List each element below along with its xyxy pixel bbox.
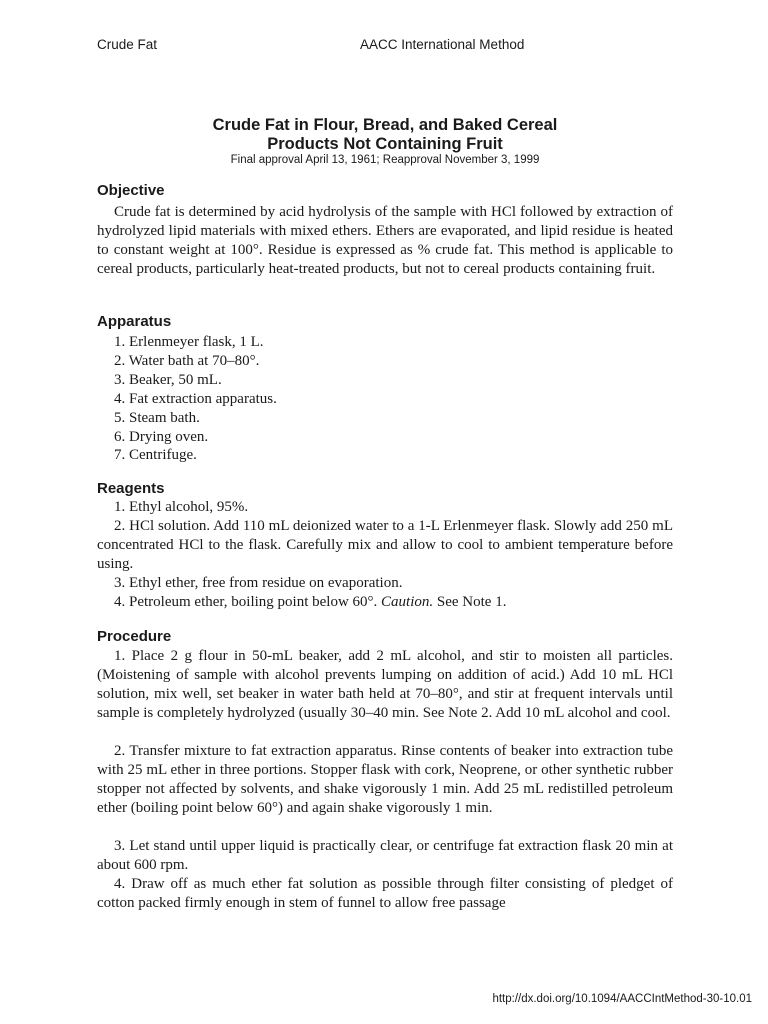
document-title-line-2: Products Not Containing Fruit [267, 135, 503, 153]
list-item: 3. Beaker, 50 mL. [114, 371, 222, 388]
running-header-right: AACC International Method [360, 37, 525, 52]
reagent-item-4-note: See Note 1. [433, 594, 507, 610]
caution-label: Caution. [381, 594, 434, 610]
reagent-item-3: 3. Ethyl ether, free from residue on evaporation. [114, 575, 403, 591]
running-header-left: Crude Fat [97, 37, 158, 52]
reagent-item-4-text: 4. Petroleum ether, boiling point below 60°. [114, 594, 382, 610]
objective-paragraph: Crude fat is determined by acid hydrolysis of the sample with HCl followed by extraction of hydrolyzed lipid materials with mixed ethers. Ethers are evaporated, and lipid residue is heated to constant weight at 100°. Residue is expressed as % crude fat. This method is applicable to cereal products, particularly heat-treated products, but not to cereal products containing fruit. [97, 204, 673, 277]
reagent-item-1: 1. Ethyl alcohol, 95%. [114, 499, 249, 515]
objective-heading: Objective [97, 182, 165, 199]
list-item: 6. Drying oven. [114, 428, 209, 445]
procedure-heading: Procedure [97, 628, 172, 645]
procedure-step-4: 4. Draw off as much ether fat solution as possible through filter consisting of pledget of cotton packed firmly enough in stem of funnel to allow free passage [97, 876, 673, 911]
list-item: 2. Water bath at 70–80°. [114, 352, 260, 369]
reagents-heading: Reagents [97, 480, 165, 497]
list-item: 5. Steam bath. [114, 409, 200, 426]
apparatus-heading: Apparatus [97, 313, 172, 330]
reagent-item-2: 2. HCl solution. Add 110 mL deionized water to a 1-L Erlenmeyer flask. Slowly add 250 mL concentrated HCl to the flask. Carefully mix and allow to cool to ambient temperature before using. [97, 518, 673, 572]
procedure-step-1: 1. Place 2 g flour in 50-mL beaker, add 2 mL alcohol, and stir to moisten all particles. (Moistening of sample with alcohol prevents lumping on addition of acid.) Add 10 mL HCl solution, mix well, set beaker in water bath held at 70–80°, and stir at frequent intervals until sample is completely hydrolyzed (usually 30–40 min. See Note 2. Add 10 mL alcohol and cool. [97, 648, 673, 721]
document-title-line-1: Crude Fat in Flour, Bread, and Baked Cereal [212, 116, 558, 134]
procedure-step-3: 3. Let stand until upper liquid is practically clear, or centrifuge fat extraction flask 20 min at about 600 rpm. [97, 838, 673, 873]
apparatus-list [114, 333, 277, 465]
list-item: 7. Centrifuge. [114, 447, 197, 464]
list-item: 4. Fat extraction apparatus. [114, 390, 277, 407]
approval-dates: Final approval April 13, 1961; Reapproval November 3, 1999 [230, 154, 540, 166]
list-item: 1. Erlenmeyer flask, 1 L. [114, 334, 264, 350]
doi-link[interactable]: http://dx.doi.org/10.1094/AACCIntMethod-30-10.01 [492, 993, 752, 1005]
reagent-item-4 [97, 593, 673, 612]
procedure-step-2: 2. Transfer mixture to fat extraction apparatus. Rinse contents of beaker into extraction tube with 25 mL ether in three portions. Stopper flask with cork, Neoprene, or other synthetic rubber stopper not affected by solvents, and shake vigorously 1 min. Add 25 mL redistilled petroleum ether (boiling point below 60°) and again shake vigorously 1 min. [97, 743, 673, 816]
